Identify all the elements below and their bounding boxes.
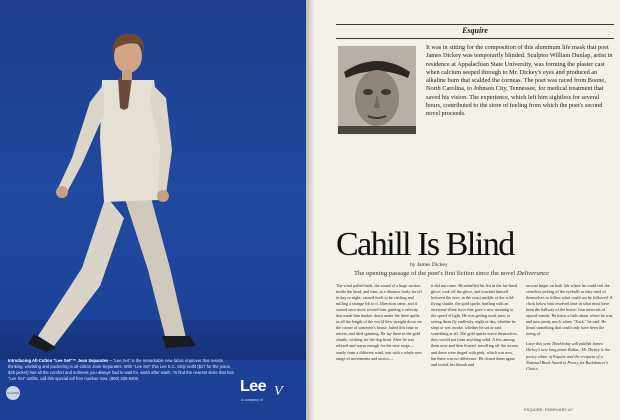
lee-logo: Lee bbox=[240, 378, 267, 395]
article-column-2: it did not come. He unballed his fist in the fur-lined glove, took off the glove, and touched himself between the eyes, in the exact middle of the wild-flying shuttle, the gold sparks hurtling with an awesome silent force that gave a new meaning to the speed of light. He was getting used, now, to seeing them fly endlessly, night or day, whether he slept or was awake, whether he sat or said something at all. The gold sparks move themselves: they would not form anything solid. A few among them now and then floated, travelling off the screen, and these were tinged with pink, which was new, but there was no difference. He closed them again and rested, his thumb and bbox=[431, 283, 519, 367]
lee-advertisement bbox=[0, 0, 306, 420]
ad-headline: Introducing All-Cotton "Lee Set"™ Jean Separates – bbox=[8, 358, 112, 363]
spine-gutter bbox=[306, 0, 314, 420]
vf-mark: V bbox=[274, 384, 283, 399]
article-column-1: The wind pulled back, the sound of a huge suction inside the head, and then, at a distance fairly far off in day or night, caused itself to be circling and milling a strange lift to it. Direction came, and it started once more toward him, gaining a velocity that made him hunker down under the three quilts as all the length of the world flew straight down on the corner of someone's house, failed this time to retreat, and died spinning. He lay there in the gold shuttle, wishing for the dog head. After he was relaxed and warm enough for the next surge—surely from a different wind, one with a whole new range of movements and tactics— bbox=[336, 283, 422, 361]
model-photo bbox=[20, 18, 240, 358]
editorial-page bbox=[314, 0, 620, 420]
article-column-3 bbox=[526, 283, 614, 372]
lee-logo-subtext: A company of bbox=[241, 398, 263, 402]
ad-body-copy bbox=[8, 358, 234, 382]
ad-text: "Lee Set" is the remarkable new fabric improver that resists thinking, wrinkling and puckering in all-cotton Jean Separates. With "Lee Set" this Lee K.C. Strip outfit ($17 for the jeans, $25 jacket) has all the comfort and softness you always had to wait for, wash after wash. To find the nearest store that has "Lee Set" outfits, call this special toll free number now. (800) 325-6400. bbox=[8, 358, 234, 381]
article-dek bbox=[354, 270, 594, 277]
dek-text: The opening passage of the poet's first fiction since the novel bbox=[354, 270, 517, 277]
masthead-rule bbox=[336, 38, 614, 39]
dek-italic: Deliverance bbox=[516, 270, 550, 277]
page-folio: ESQUIRE: FEBRUARY 67 bbox=[524, 408, 574, 412]
article-title: Cahill Is Blind bbox=[336, 226, 514, 263]
photo-caption: It was in sitting for the composition of this aluminum life mask that poet James Dickey was temporarily blinded. Sculptor William Dunlap, artist in residence at Appalachian State University, was forming the plaster cast when calcium seeped through to Mr. Dickey's eyes and produced an alkaline burn that scalded the corneas. The poet was raced from Boone, North Carolina, to Johnson City, Tennessee, for medical treatment that saved his vision. The experience, which left him sightless for several hours, contributed to the store of feeling from which the poet's second novel proceeds. bbox=[426, 44, 613, 118]
dickey-life-mask-photo bbox=[338, 46, 416, 134]
masthead: Esquire bbox=[462, 26, 488, 35]
byline: by James Dickey bbox=[410, 262, 448, 268]
column-3-text: second finger on both lids where he could feel the ceaseless jerking of the eyeballs as they tried of themselves to follow what could not be followed. A clock below him resolved time in what must have been the hallway of the house: four intervals of spaced metals. He knew a little about where he was, and now pretty much when. "Zack," he said. He heard something that could only have been the rising of bbox=[526, 283, 614, 337]
photographer-badge: CLAUSS bbox=[6, 386, 20, 400]
author-note: Later this year, Doubleday will publish James Dickey's new long poem Zodiac. Mr. Dickey is the poetry editor of Esquire and the recipient of a National Book Award in Poetry for Buckdancer's Choice. bbox=[526, 341, 610, 371]
top-rule bbox=[336, 24, 614, 25]
